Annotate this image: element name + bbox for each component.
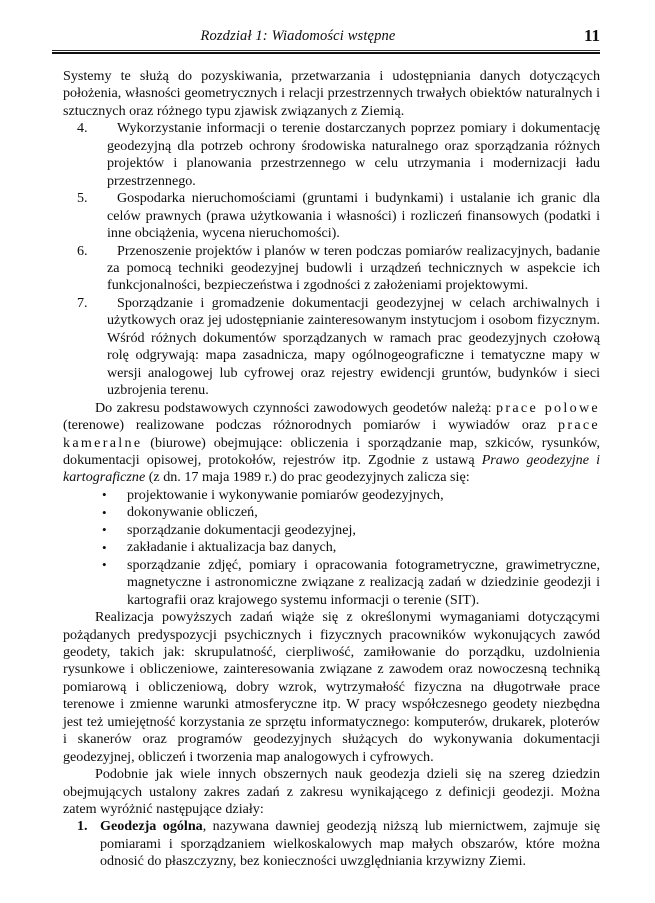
list-item	[63, 243, 600, 295]
list-item-text	[100, 818, 600, 870]
geodesy-branches-list	[63, 818, 600, 870]
requirements-paragraph: Realizacja powyższych zadań wiąże się z określonymi wymaganiami dotyczącymi pożądanych predyspozycji psychicznych i fizycznych pracowników wykonujących zawód geodety, takich jak: skrupulatność, cierpliwość, zamiłowanie do porządku, uzdolnienia rysunkowe i obliczeniowe, zainteresowania związane z zawodem oraz nowoczesną techniką pomiarową i obliczeniową, dobry wzrok, wytrzymałość fizyczna na długotrwałe prace terenowe i zmienne warunki atmosferyczne itp. W pracy współczesnego geodety niezbędna jest też umiejętność korzystania ze sprzętu informatycznego: komputerów, drukarek, ploterów i skanerów oraz programów geodezyjnych służących do wykonywania dokumentacji geodezyjnej, obliczeń i tworzenia map analogowych i cyfrowych.	[63, 609, 600, 765]
list-item-text: Sporządzanie i gromadzenie dokumentacji geodezyjnej w celach archiwalnych i użytkowych oraz jej udostępnianie zainteresowanym instytucjom i osobom fizycznym. Wśród różnych dokumentów sporządzanych w ramach prac geodezyjnych czołową rolę odgrywają: mapa zasadnicza, mapy ogólnogeograficzne i tematyczne mapy w wersji analogowej lub cyfrowej oraz rejestry ewidencji gruntów, budynków i sieci uzbrojenia terenu.	[107, 294, 600, 399]
scope-emphasis-fieldwork: prace polowe	[496, 399, 600, 416]
list-item-text: Przenoszenie projektów i planów w teren podczas pomiarów realizacyjnych, badanie za pomocą techniki geodezyjnej budowli i urządzeń technicznych w aspekcie ich funkcjonalności, bezpieczeństwa i zgodności z założeniami projektowymi.	[107, 242, 600, 294]
list-item	[102, 539, 600, 556]
list-item	[102, 557, 600, 609]
scope-emphasis-officework: prace kameralne	[63, 417, 600, 451]
survey-works-bullet-list	[102, 487, 600, 609]
list-item	[63, 295, 600, 400]
bullet-icon: •	[102, 504, 107, 520]
list-item-text: dokonywanie obliczeń,	[127, 504, 258, 521]
header-rule-divider-icon	[52, 50, 600, 54]
list-item-text: Gospodarka nieruchomościami (gruntami i budynkami) i ustalanie ich granic dla celów prawnych (prawa użytkowania i własności) i rozliczeń finansowych (podatki i inne obciążenia, wycena nieruchomości).	[107, 190, 600, 242]
chapter-title: Rozdział 1: Wiadomości wstępne	[200, 28, 396, 44]
bullet-icon: •	[102, 557, 107, 573]
scope-part-4: (z dn. 17 maja 1989 r.) do prac geodezyjnych zalicza się:	[145, 469, 470, 486]
list-item	[102, 504, 600, 521]
bullet-icon: •	[102, 522, 107, 538]
list-item-text: projektowanie i wykonywanie pomiarów geodezyjnych,	[127, 486, 444, 503]
list-item	[63, 818, 600, 870]
bullet-icon: •	[102, 539, 107, 555]
list-item-number: 7.	[77, 294, 88, 311]
branches-paragraph: Podobnie jak wiele innych obszernych nauk geodezja dzieli się na szereg dziedzin obejmujących ustalony zakres zadań z zakresu wynikającego z definicji geodezji. Można zatem wyróżnić następujące działy:	[63, 766, 600, 818]
scope-part-2: (terenowe) realizowane podczas różnorodnych pomiarów i wywiadów oraz	[63, 417, 558, 434]
bullet-icon: •	[102, 487, 107, 503]
list-item-number: 5.	[77, 190, 88, 207]
list-item	[102, 522, 600, 539]
list-item-number: 6.	[77, 242, 88, 259]
page-number: 11	[583, 26, 600, 45]
body-text-column	[63, 68, 600, 871]
intro-paragraph: Systemy te służą do pozyskiwania, przetwarzania i udostępniania danych dotyczących położenia, własności geometrycznych i relacji przestrzennych trwałych obiektów naturalnych i sztucznych oraz różnego typu zjawisk związanych z Ziemią.	[63, 68, 600, 119]
list-item-number: 1.	[77, 818, 88, 835]
scope-part-1: Do zakresu podstawowych czynności zawodowych geodetów należą:	[95, 399, 496, 416]
branch-term-bold: Geodezja ogólna	[100, 818, 203, 835]
list-item	[63, 190, 600, 242]
list-item	[63, 120, 600, 190]
list-item-text: Wykorzystanie informacji o terenie dostarczanych poprzez pomiary i dokumentację geodezyjną dla potrzeb ochrony środowiska naturalnego oraz sporządzania różnych projektów i planowania przestrzennego w celu utrzymania i modernizacji ładu przestrzennego.	[107, 120, 600, 189]
list-item-number: 4.	[77, 120, 88, 137]
list-item-text: sporządzanie dokumentacji geodezyjnej,	[127, 521, 356, 538]
list-item	[102, 487, 600, 504]
numbered-task-list	[63, 120, 600, 399]
list-item-text: zakładanie i aktualizacja baz danych,	[127, 539, 337, 556]
scope-part-3: (biurowe) obejmujące: obliczenia i sporządzanie map, szkiców, rysunków, dokumentacji opisowej, protokołów, rejestrów itp. Zgodnie z ustawą	[63, 434, 600, 468]
scope-paragraph	[63, 400, 600, 487]
list-item-text: sporządzanie zdjęć, pomiary i opracowania fotogrametryczne, grawimetryczne, magnetyczne i astronomiczne związane z realizacją zadań w dziedzinie geodezji i kartografii oraz krajowego systemu informacji o terenie (SIT).	[127, 556, 600, 608]
law-title-italic: Prawo geodezyjne i kartograficzne	[63, 451, 600, 486]
branch-description: , nazywana dawniej geodezją niższą lub miernictwem, zajmuje się pomiarami i sporządzaniem wielkoskalowych map małych obszarów, które można odnosić do płaszczyzny, bez konieczności uwzględniania krzywizny Ziemi.	[100, 818, 600, 870]
